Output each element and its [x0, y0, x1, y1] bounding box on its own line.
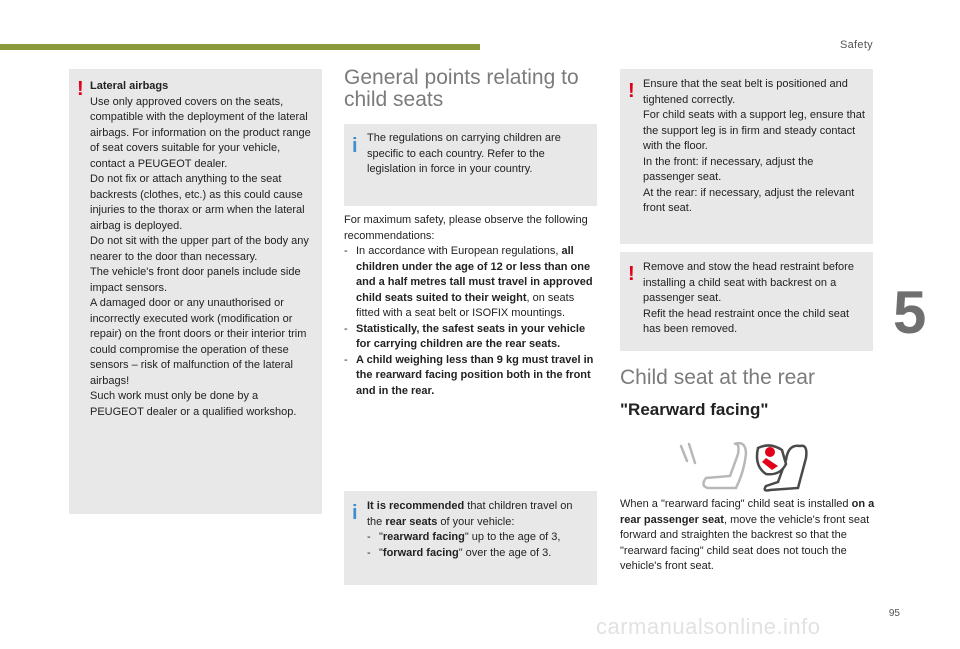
info-icon: i: [352, 502, 358, 524]
regulations-info-text: The regulations on carrying children are specific to each country. Refer to the legislation in force in your country.: [367, 132, 561, 175]
seatbelt-line: At the rear: if necessary, adjust the relevant front seat.: [643, 186, 855, 214]
lateral-airbags-warning-box: [69, 69, 322, 514]
lateral-airbags-line: The vehicle's front door panels include side impact sensors.: [90, 266, 301, 294]
front-seat-outline: [703, 443, 746, 488]
lateral-airbags-line: Do not fix or attach anything to the seat backrests (clothes, etc.) as this could cause injuries to the thorax or arm when the lateral airbag is deployed.: [90, 173, 305, 232]
recommendation-age-item: - "forward facing" over the age of 3.: [367, 546, 552, 559]
watermark-text: carmanualsonline.info: [596, 614, 821, 639]
seatbelt-warning-box: [620, 69, 873, 244]
seatbelt-line: For child seats with a support leg, ensure that the support leg is in firm and steady contact with the floor.: [643, 109, 865, 152]
lateral-airbags-title: Lateral airbags: [90, 80, 169, 92]
rear-seats-recommendation-box: [344, 491, 597, 585]
recommendation-age-item: - "rearward facing" up to the age of 3,: [367, 531, 561, 543]
seat-motion-lines: [681, 444, 695, 463]
general-points-heading: General points relating to child seats: [344, 66, 579, 111]
info-icon: i: [352, 135, 358, 157]
warning-icon: !: [628, 263, 635, 285]
rearward-facing-text: When a "rearward facing" child seat is installed on a rear passenger seat, move the vehicle's front seat forward and straighten the backrest so that the "rearward facing" child seat does not touch the vehicle's front seat.: [620, 498, 875, 572]
recommendation-item: - In accordance with European regulations, all children under the age of 12 or less than one and a half metres tall must travel in approved child seats suited to their weight, on seats fitted with a seat belt or ISOFIX mountings.: [344, 245, 593, 319]
child-seat-rear-heading: Child seat at the rear: [620, 366, 815, 389]
child-head: [765, 447, 775, 457]
page-number: 95: [888, 608, 900, 619]
recommendation-item: - Statistically, the safest seats in your vehicle for carrying children are the rear seats.: [344, 322, 586, 350]
warning-icon: !: [77, 78, 84, 100]
section-title: Safety: [840, 39, 873, 51]
head-restraint-warning-box: [620, 252, 873, 351]
head-restraint-line: Refit the head restraint once the child seat has been removed.: [643, 307, 850, 335]
lateral-airbags-line: A damaged door or any unauthorised or incorrectly executed work (modification or repair) on the front doors or their interior trim could compromise the operation of these sensors – risk of malfunction of the lateral airbags!: [90, 297, 307, 387]
seatbelt-line: In the front: if necessary, adjust the passenger seat.: [643, 155, 814, 183]
rearward-facing-heading: "Rearward facing": [620, 400, 769, 419]
recommendations-block: [344, 213, 597, 399]
lateral-airbags-line: Use only approved covers on the seats, compatible with the deployment of the lateral airbags. For information on the product range of seat covers suitable for your vehicle, contact a PEUGEOT dealer.: [90, 95, 311, 170]
chapter-number: 5: [893, 279, 927, 346]
rearward-facing-seat-illustration: [674, 436, 814, 496]
lateral-airbags-line: Such work must only be done by a PEUGEOT dealer or a qualified workshop.: [90, 390, 297, 418]
header-accent-bar: [0, 44, 480, 50]
recommendation-lead: It is recommended that children travel on the rear seats of your vehicle:: [367, 500, 573, 528]
recommendations-intro: For maximum safety, please observe the following recommendations:: [344, 214, 588, 242]
head-restraint-line: Remove and stow the head restraint before installing a child seat with backrest on a passenger seat.: [643, 261, 854, 304]
recommendation-item: - A child weighing less than 9 kg must travel in the rearward facing position both in the front and in the rear.: [344, 353, 594, 397]
seatbelt-line: Ensure that the seat belt is positioned and tightened correctly.: [643, 78, 848, 106]
lateral-airbags-line: Do not sit with the upper part of the body any nearer to the door than necessary.: [90, 235, 309, 263]
warning-icon: !: [628, 80, 635, 102]
regulations-info-box: [344, 124, 597, 206]
